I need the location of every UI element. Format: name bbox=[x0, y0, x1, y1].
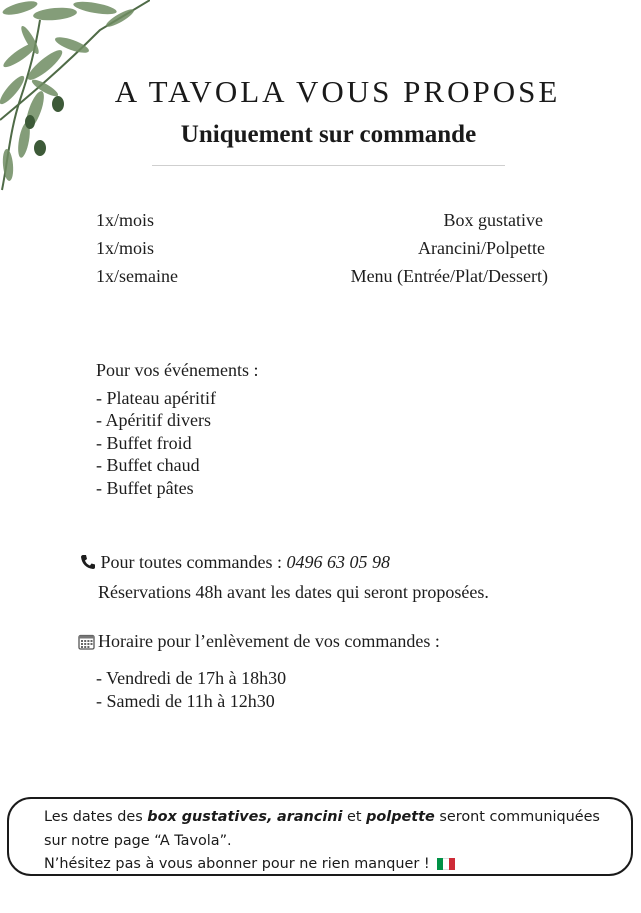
italian-flag-icon bbox=[437, 858, 455, 870]
phone-icon bbox=[80, 554, 96, 570]
pickup-heading: Horaire pour l’enlèvement de vos commandes : bbox=[98, 631, 440, 651]
offer-item: Box gustative bbox=[443, 210, 543, 230]
calendar-icon bbox=[78, 633, 95, 650]
notice-line-1 bbox=[44, 806, 617, 853]
contact-line bbox=[80, 552, 390, 573]
pickup-heading-line bbox=[78, 631, 440, 652]
offer-row bbox=[96, 266, 548, 292]
notice-text: et bbox=[342, 809, 367, 825]
event-item: - Apéritif divers bbox=[96, 410, 211, 431]
contact-label: Pour toutes commandes : bbox=[100, 552, 282, 572]
notice-text: seront communiquées sur notre page “A Tavola”. bbox=[44, 809, 600, 849]
page-title: A TAVOLA VOUS PROPOSE bbox=[114, 74, 561, 109]
offer-row bbox=[96, 238, 548, 264]
offer-item: Menu (Entrée/Plat/Dessert) bbox=[350, 266, 548, 286]
offer-frequency: 1x/mois bbox=[96, 210, 155, 230]
offer-frequency: 1x/mois bbox=[96, 238, 155, 258]
page-subtitle: Uniquement sur commande bbox=[180, 121, 477, 148]
events-heading: Pour vos événements : bbox=[96, 360, 259, 380]
notice-highlight-arancini: arancini bbox=[277, 809, 343, 825]
events-section bbox=[96, 359, 258, 500]
title-divider bbox=[152, 165, 505, 166]
event-item: - Buffet pâtes bbox=[96, 477, 194, 498]
notice-highlight-polpette: polpette bbox=[366, 809, 435, 825]
event-item: - Buffet froid bbox=[96, 432, 192, 453]
notice-subscribe-text: N’hésitez pas à vous abonner pour ne rien manquer ! bbox=[44, 856, 430, 872]
notice-highlight-box: box gustatives, bbox=[147, 809, 273, 825]
pickup-slots bbox=[96, 667, 286, 712]
offer-row bbox=[96, 210, 548, 236]
notice-text: Les dates des bbox=[44, 809, 148, 825]
notice-line-2 bbox=[44, 853, 617, 877]
notice-box bbox=[7, 797, 633, 876]
reservation-note: Réservations 48h avant les dates qui seront proposées. bbox=[98, 582, 489, 602]
pickup-slot: - Vendredi de 17h à 18h30 bbox=[96, 668, 287, 688]
event-item: - Buffet chaud bbox=[96, 455, 200, 476]
offer-frequency: 1x/semaine bbox=[96, 266, 178, 286]
phone-number[interactable]: 0496 63 05 98 bbox=[286, 552, 390, 572]
event-item: - Plateau apéritif bbox=[96, 387, 216, 408]
offer-item: Arancini/Polpette bbox=[418, 238, 545, 258]
pickup-slot: - Samedi de 11h à 12h30 bbox=[96, 690, 275, 711]
